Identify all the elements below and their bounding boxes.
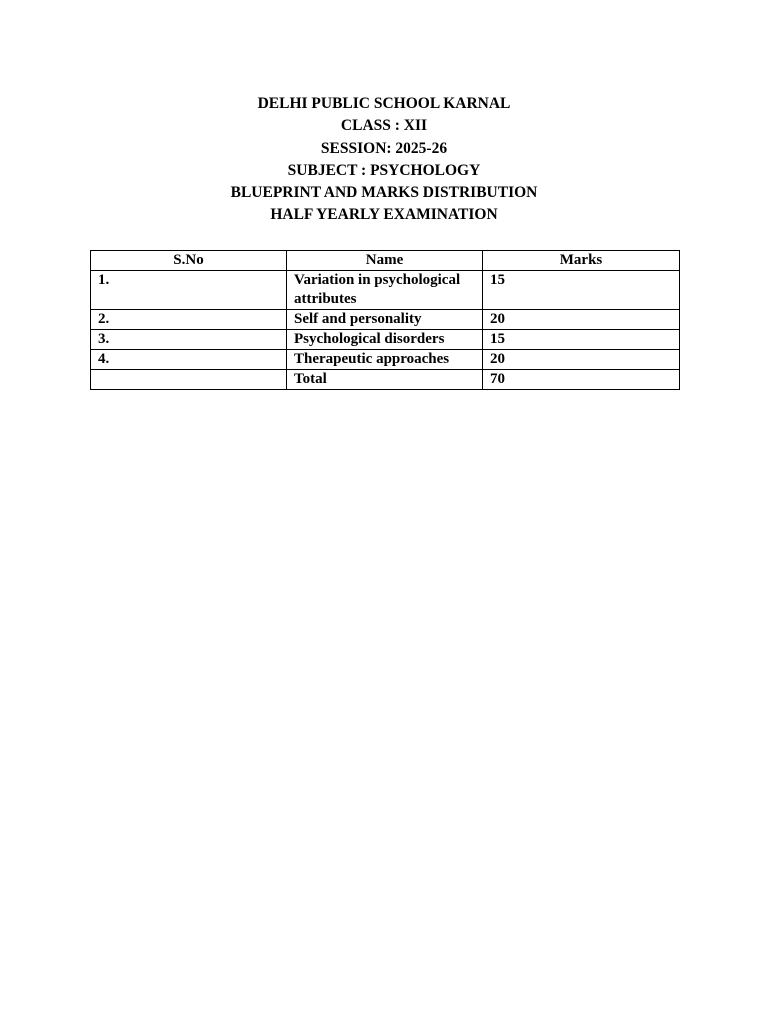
cell-sno: 3. (91, 330, 287, 350)
cell-name: Therapeutic approaches (287, 350, 483, 370)
subject-line: SUBJECT : PSYCHOLOGY (287, 161, 481, 179)
exam-line: HALF YEARLY EXAMINATION (270, 206, 498, 224)
column-header-name: Name (287, 251, 483, 271)
table-total-row (91, 370, 680, 390)
table-row (91, 350, 680, 370)
cell-total-label: Total (287, 370, 483, 390)
cell-name: Self and personality (287, 310, 483, 330)
table-row (91, 310, 680, 330)
marks-distribution-table (90, 250, 680, 390)
table-row (91, 330, 680, 350)
cell-sno: 2. (91, 310, 287, 330)
column-header-sno: S.No (91, 251, 287, 271)
document-header (0, 93, 768, 227)
cell-name: Variation in psychological attributes (287, 271, 483, 310)
cell-marks: 15 (483, 271, 680, 310)
table-header-row (91, 251, 680, 271)
class-line: CLASS : XII (340, 117, 428, 135)
cell-name: Psychological disorders (287, 330, 483, 350)
cell-total-marks: 70 (483, 370, 680, 390)
cell-marks: 20 (483, 310, 680, 330)
column-header-marks: Marks (483, 251, 680, 271)
cell-sno: 4. (91, 350, 287, 370)
cell-sno: 1. (91, 271, 287, 310)
blueprint-line: BLUEPRINT AND MARKS DISTRIBUTION (230, 184, 538, 202)
session-line: SESSION: 2025-26 (320, 139, 448, 157)
school-name: DELHI PUBLIC SCHOOL KARNAL (257, 95, 511, 112)
cell-marks: 15 (483, 330, 680, 350)
cell-sno (91, 370, 287, 390)
cell-marks: 20 (483, 350, 680, 370)
table-row (91, 271, 680, 310)
